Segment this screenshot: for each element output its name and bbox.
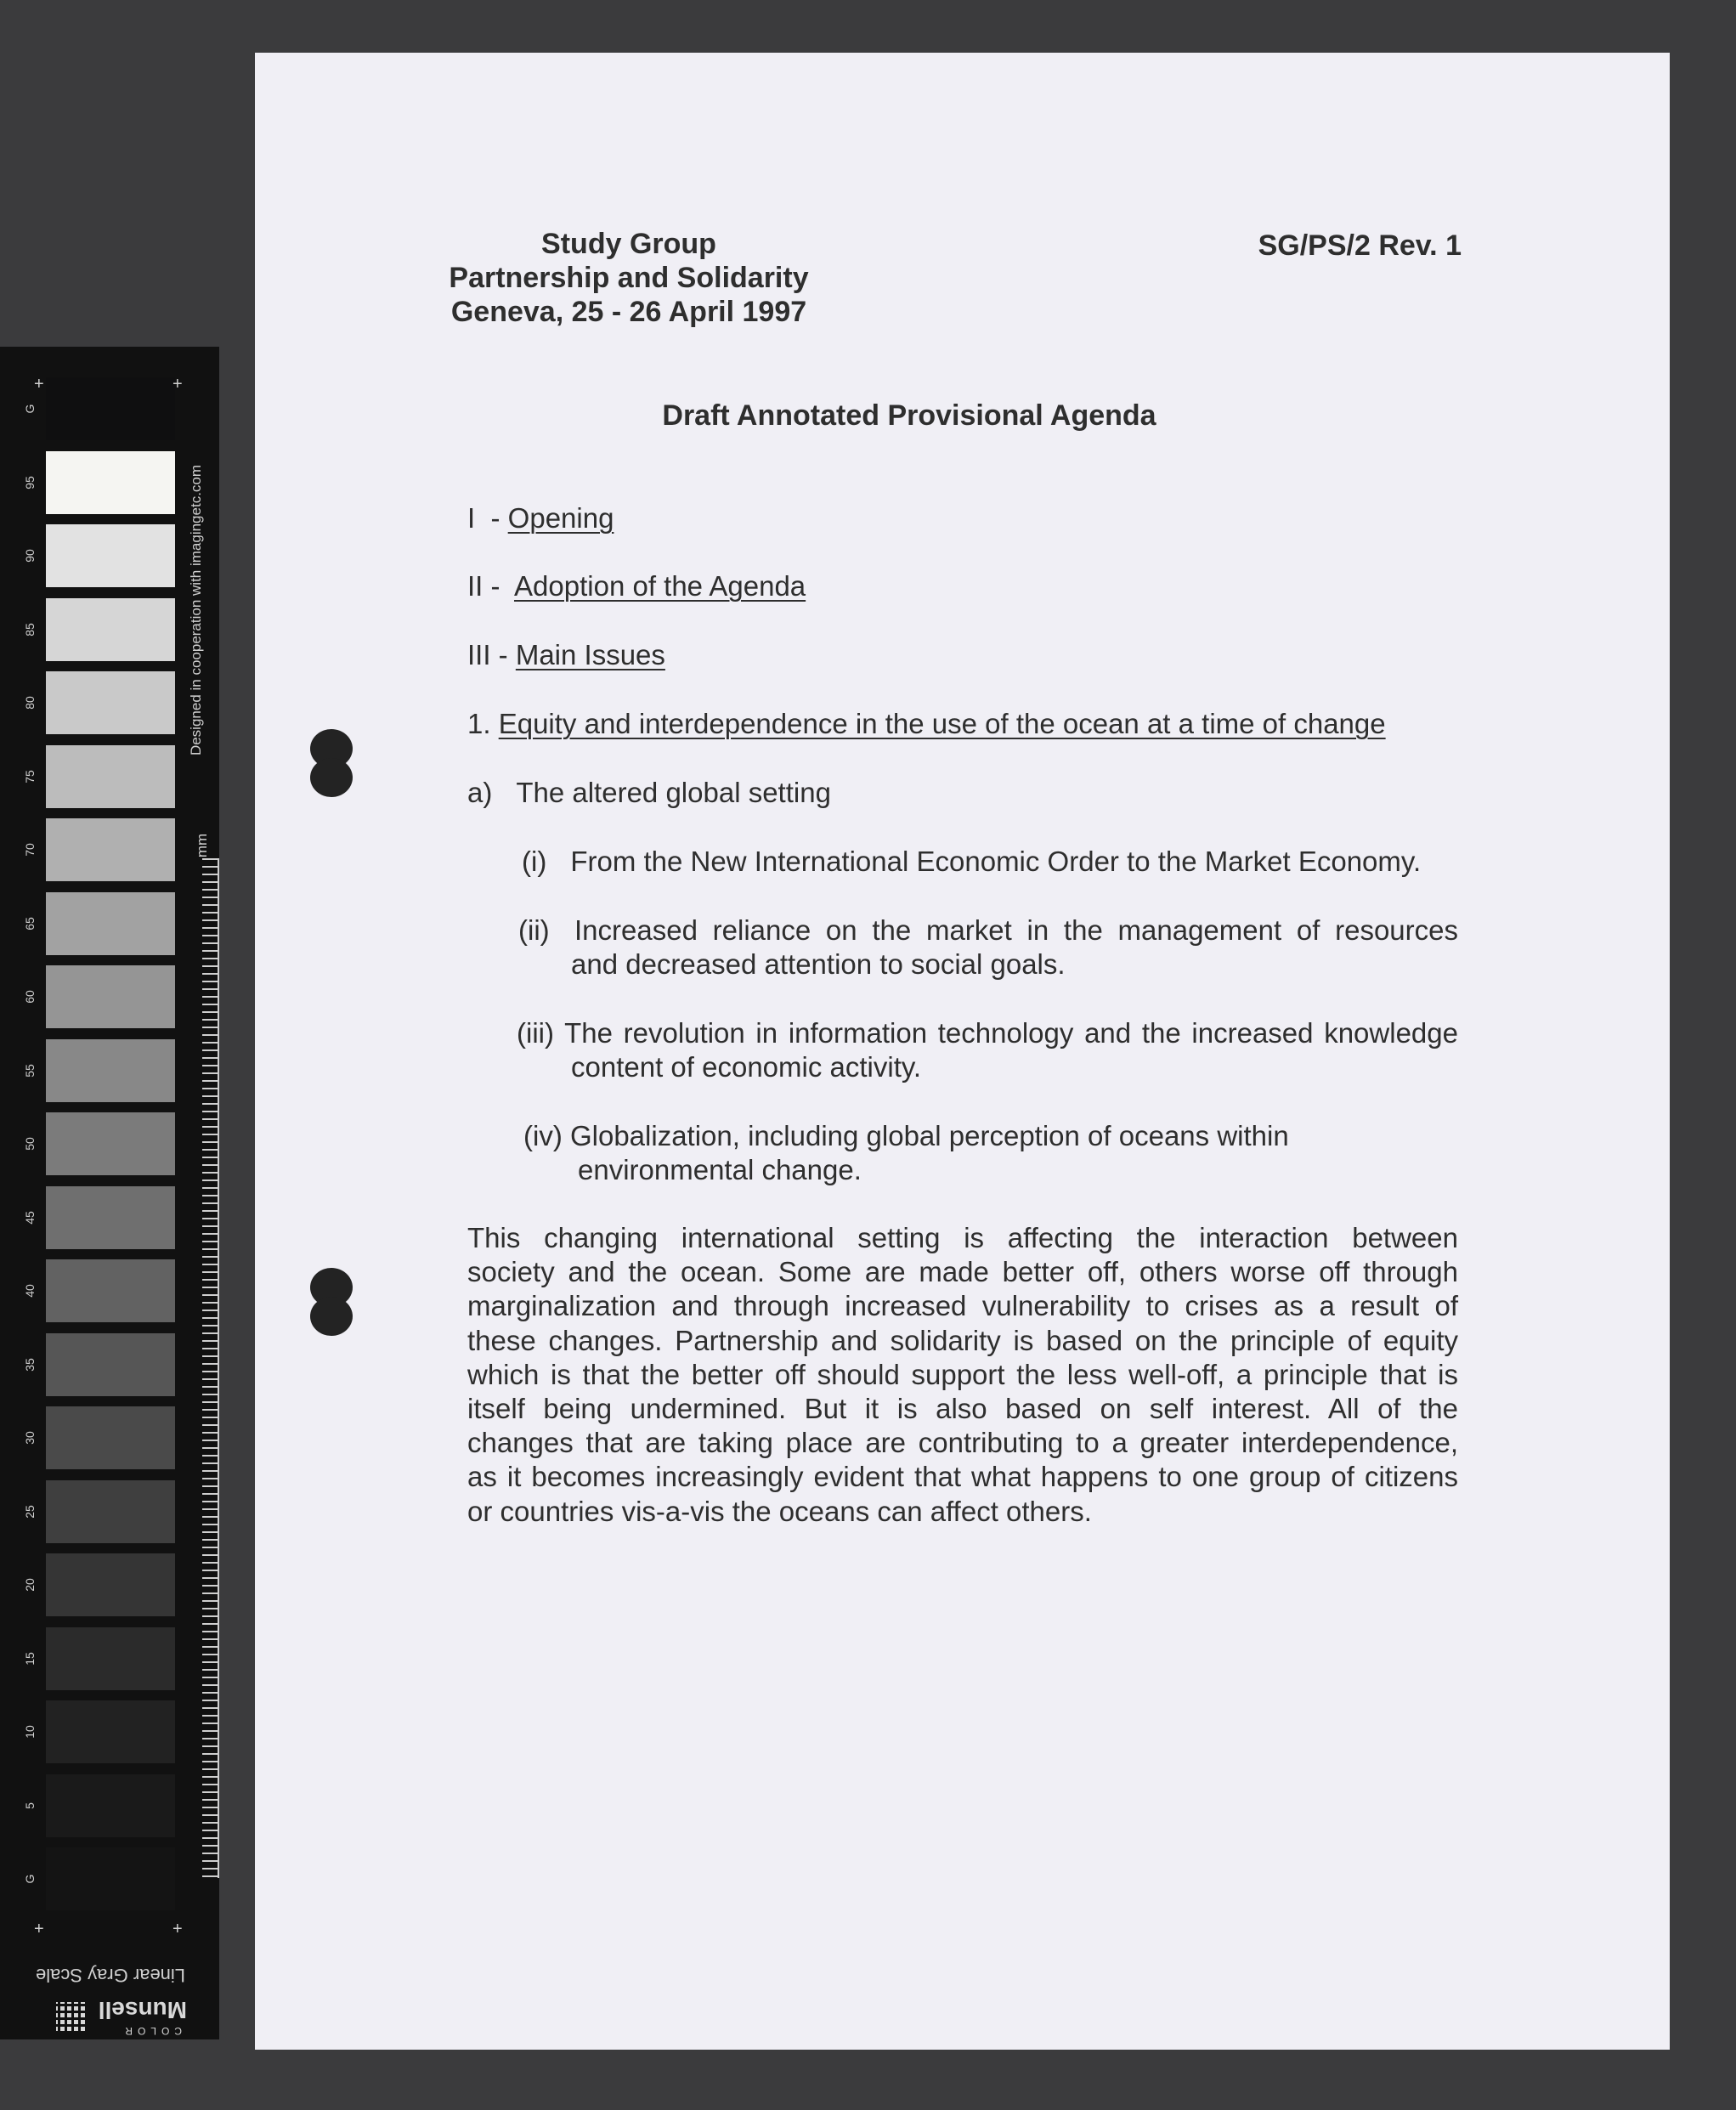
header-line-3: Geneva, 25 - 26 April 1997 xyxy=(450,296,807,328)
item-number: 1. xyxy=(467,708,499,739)
item-label: Main Issues xyxy=(515,639,665,670)
subitem-iii-line-1: (iii) The revolution in information technology and the increased knowledge xyxy=(517,1017,1458,1049)
swatch-label: 10 xyxy=(23,1725,37,1739)
swatch-label: 30 xyxy=(23,1431,37,1445)
gray-swatch xyxy=(46,1847,175,1910)
agenda-item-altered-setting xyxy=(467,776,831,810)
document-reference: SG/PS/2 Rev. 1 xyxy=(1258,229,1462,262)
gray-swatch xyxy=(46,892,175,955)
agenda-item-equity xyxy=(467,707,1386,741)
gray-swatch xyxy=(46,1700,175,1763)
item-number: III - xyxy=(467,639,516,670)
swatch-label: 70 xyxy=(23,843,37,857)
body-paragraph xyxy=(467,1221,1458,1529)
punch-hole xyxy=(310,729,353,797)
swatch-label: 75 xyxy=(23,769,37,783)
agenda-item-main-issues xyxy=(467,638,665,672)
swatch-label: 45 xyxy=(23,1210,37,1225)
paragraph-line: or countries vis-a-vis the oceans can affect others. xyxy=(467,1495,1092,1527)
gray-swatch xyxy=(46,598,175,661)
subitem-ii-line-2: and decreased attention to social goals. xyxy=(571,948,1066,980)
subitem-text: From the New International Economic Order to the Market Economy. xyxy=(570,846,1422,877)
swatch-label: 80 xyxy=(23,696,37,710)
gray-swatch xyxy=(46,451,175,514)
grid-logo-icon xyxy=(56,2002,85,2031)
gray-swatch xyxy=(46,1627,175,1690)
gray-swatch xyxy=(46,1480,175,1543)
gray-swatch xyxy=(46,745,175,808)
item-label: The altered global setting xyxy=(516,777,831,808)
agenda-item-adoption xyxy=(467,569,806,603)
item-label: Opening xyxy=(507,502,614,534)
paragraph-line: marginalization and through increased vulnerability to crises as a result of xyxy=(467,1290,1458,1322)
punch-hole xyxy=(310,1268,353,1336)
subitem-i xyxy=(522,845,1421,879)
paragraph-line: these changes. Partnership and solidarity is based on the principle of equity xyxy=(467,1324,1458,1356)
plus-mark: + xyxy=(172,1920,183,1938)
gray-swatch xyxy=(46,1039,175,1102)
ruler-line xyxy=(218,858,219,1878)
header-line-1: Study Group xyxy=(541,228,716,260)
brand-sub: COLOR xyxy=(120,2025,182,2037)
subitem-iv-line-2: environmental change. xyxy=(578,1154,862,1185)
item-number: II - xyxy=(467,570,515,602)
item-number: I - xyxy=(467,502,508,534)
paragraph-line: itself being undermined. But it is also based on self interest. All of the xyxy=(467,1392,1458,1424)
gray-swatch xyxy=(46,1406,175,1469)
ruler-unit: mm xyxy=(194,833,210,858)
gray-swatch xyxy=(46,1112,175,1175)
subitem-iv-line-1: (iv) Globalization, including global perception of oceans within xyxy=(523,1120,1289,1151)
swatch-label: 60 xyxy=(23,990,37,1004)
swatch-label: 95 xyxy=(23,475,37,489)
swatch-label: 25 xyxy=(23,1504,37,1519)
gray-swatch xyxy=(46,818,175,881)
gray-swatch xyxy=(46,1259,175,1322)
swatch-label: G xyxy=(23,404,37,414)
item-label: Equity and interdependence in the use of the ocean at a time of change xyxy=(498,708,1386,739)
document-page xyxy=(255,53,1670,2050)
paragraph-line: society and the ocean. Some are made better off, others worse off through xyxy=(467,1256,1458,1288)
subitem-ii-number: (ii) xyxy=(518,914,550,946)
gray-swatch xyxy=(46,1186,175,1249)
document-title: Draft Annotated Provisional Agenda xyxy=(662,399,1156,432)
swatch-label: 20 xyxy=(23,1578,37,1592)
brand-name: Munsell xyxy=(98,1997,187,2023)
gray-swatch xyxy=(46,965,175,1028)
swatch-label: 5 xyxy=(23,1802,37,1809)
swatch-label: 55 xyxy=(23,1063,37,1078)
paragraph-line: as it becomes increasingly evident that what happens to one group of citizens xyxy=(467,1461,1458,1493)
paragraph-line: changes that are taking place are contributing to a greater interdependence, xyxy=(467,1427,1458,1459)
plus-mark: + xyxy=(34,1920,44,1938)
swatch-label: 65 xyxy=(23,916,37,931)
plus-mark: + xyxy=(172,375,183,393)
scale-name: Linear Gray Scale xyxy=(35,1965,186,1986)
swatch-label: 35 xyxy=(23,1357,37,1372)
gray-swatch xyxy=(46,1774,175,1837)
swatch-label: 40 xyxy=(23,1284,37,1298)
swatch-label: 90 xyxy=(23,549,37,563)
gray-swatch xyxy=(46,377,175,440)
subitem-iii-line-2: content of economic activity. xyxy=(571,1051,922,1083)
subitem-number: (i) xyxy=(522,846,547,877)
item-label: Adoption of the Agenda xyxy=(514,570,806,602)
designed-credit: Designed in cooperation with imagingetc.com xyxy=(188,464,204,756)
gray-swatch xyxy=(46,1553,175,1616)
agenda-item-opening xyxy=(467,501,614,535)
gray-swatch xyxy=(46,671,175,734)
header-line-2: Partnership and Solidarity xyxy=(449,262,809,294)
gray-swatch xyxy=(46,1333,175,1396)
gray-swatch xyxy=(46,524,175,587)
swatch-label: 85 xyxy=(23,622,37,636)
swatch-label: G xyxy=(23,1874,37,1884)
swatch-label: 15 xyxy=(23,1651,37,1666)
item-number: a) xyxy=(467,777,493,808)
paragraph-line: which is that the better off should support the less well-off, a principle that is xyxy=(467,1358,1458,1390)
swatch-label: 50 xyxy=(23,1137,37,1151)
subitem-ii-line-1: Increased reliance on the market in the management of resources xyxy=(574,914,1458,946)
munsell-logo xyxy=(42,1997,187,2038)
plus-mark: + xyxy=(34,375,44,393)
paragraph-line: This changing international setting is affecting the interaction between xyxy=(467,1222,1458,1253)
